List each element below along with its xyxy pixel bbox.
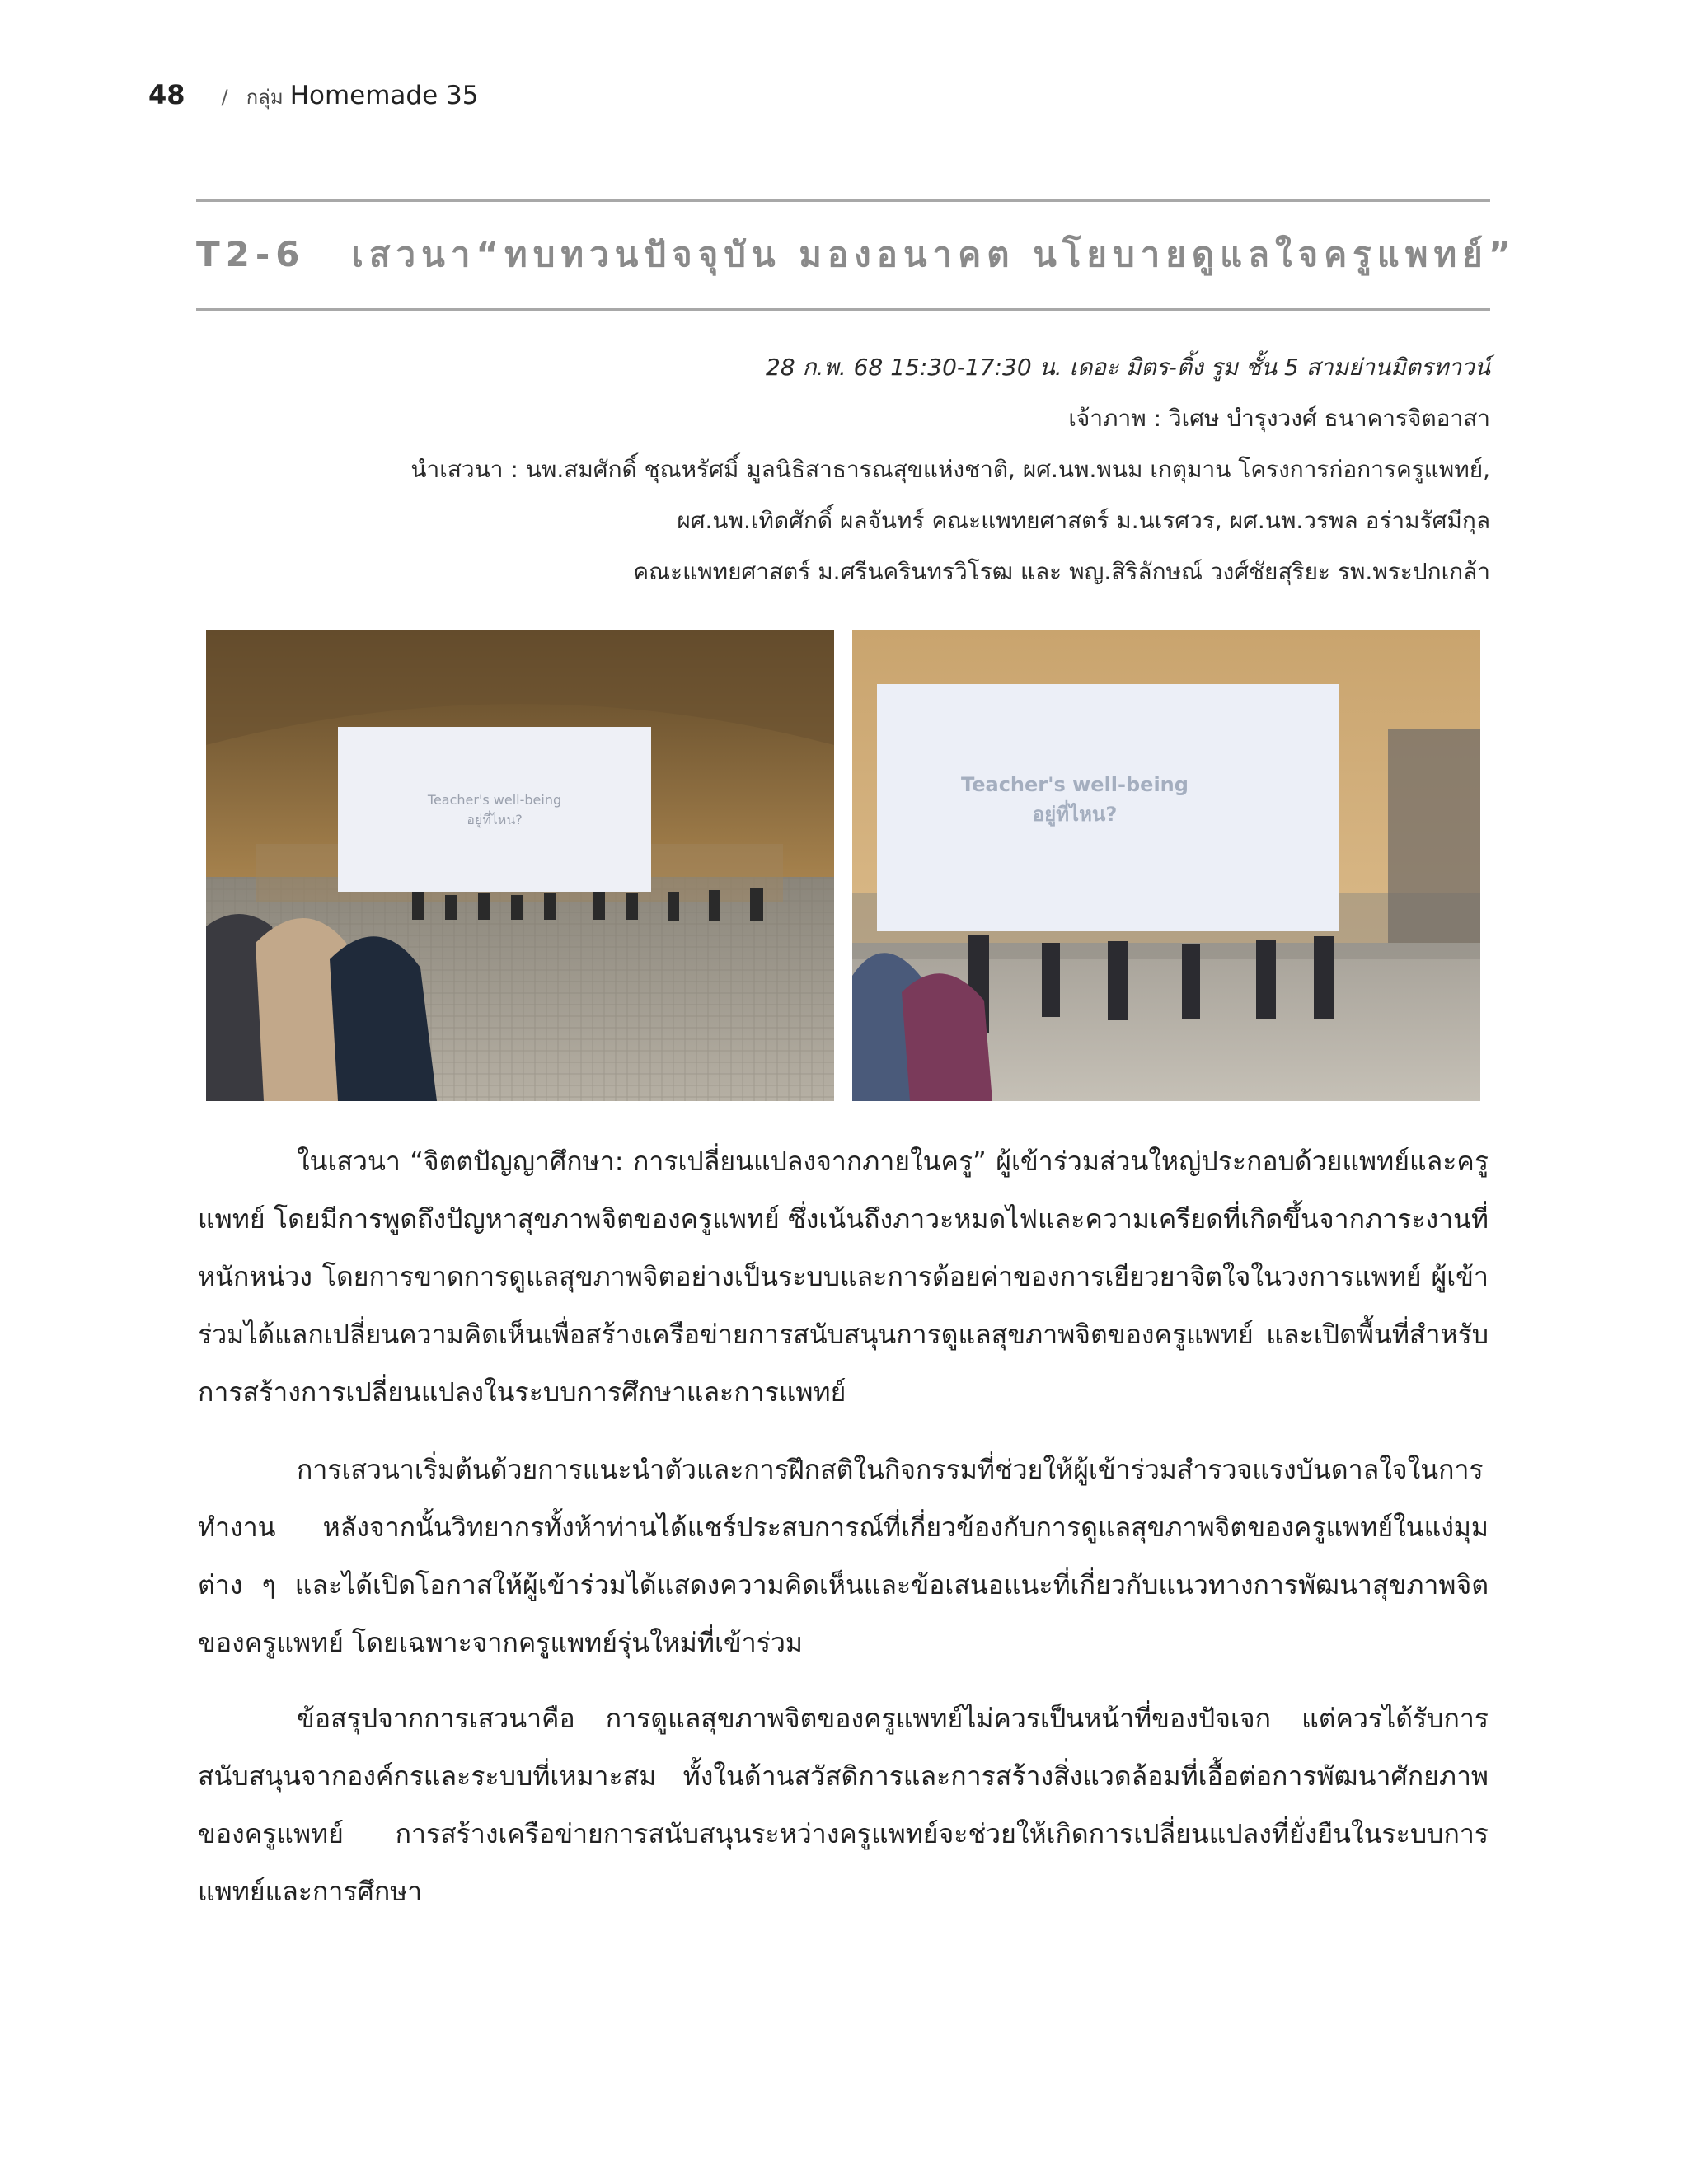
photo-2-screen-text-2: อยู่ที่ไหน? bbox=[1032, 803, 1118, 826]
page-header bbox=[148, 79, 478, 120]
body-paragraph-3 bbox=[198, 1690, 1489, 1920]
paragraph-1-text: ในเสวนา “จิตตปัญญาศึกษา: การเปลี่ยนแปลงจากภายในครู” ผู้เข้าร่วมส่วนใหญ่ประกอบด้วยแพทย์และครูแพทย์ โดยมีการพูดถึงปัญหาสุขภาพจิตของครูแพทย์ ซึ่งเน้นถึงภาวะหมดไฟและความเครียดที่เกิดขึ้นจากภาระงานที่หนักหน่วง โดยการขาดการดูแลสุขภาพจิตอย่างเป็นระบบและการด้อยค่าของการเยียวยาจิตใจในวงการแพทย์ ผู้เข้าร่วมได้แลกเปลี่ยนความคิดเห็นเพื่อสร้างเครือข่ายการสนับสนุนการดูแลสุขภาพจิตของครูแพทย์ และเปิดพื้นที่สำหรับการสร้างการเปลี่ยนแปลงในระบบการศึกษาและการแพทย์ bbox=[198, 1146, 1489, 1408]
session-code: T2-6 bbox=[196, 234, 306, 274]
page-number: 48 bbox=[148, 79, 185, 110]
session-datetime-venue: 28 ก.พ. 68 15:30-17:30 น. เดอะ มิตร-ติ้ง รูม ชั้น 5 สามย่านมิตรทาวน์ bbox=[766, 354, 1490, 381]
photo-1-screen-text-1: Teacher's well-being bbox=[427, 792, 562, 808]
session-host: เจ้าภาพ : วิเศษ บำรุงวงศ์ ธนาคารจิตอาสา bbox=[1068, 405, 1490, 432]
session-presenters-line-3: คณะแพทยศาสตร์ ม.ศรีนครินทรวิโรฒ และ พญ.สิริลักษณ์ วงศ์ชัยสุริยะ รพ.พระปกเกล้า bbox=[633, 558, 1490, 585]
paragraph-3-text: ข้อสรุปจากการเสวนาคือ การดูแลสุขภาพจิตของครูแพทย์ไม่ควรเป็นหน้าที่ของปัจเจก แต่ควรได้รับการสนับสนุนจากองค์กรและระบบที่เหมาะสม ทั้งในด้านสวัสดิการและการสร้างสิ่งแวดล้อมที่เอื้อต่อการพัฒนาศักยภาพของครูแพทย์ การสร้างเครือข่ายการสนับสนุนระหว่างครูแพทย์จะช่วยให้เกิดการเปลี่ยนแปลงที่ยั่งยืนในระบบการแพทย์และการศึกษา bbox=[198, 1703, 1489, 1907]
session-title-row bbox=[196, 227, 1517, 282]
title-rule-top bbox=[196, 199, 1490, 202]
paragraph-2-text: การเสวนาเริ่มต้นด้วยการแนะนำตัวและการฝึกสติในกิจกรรมที่ช่วยให้ผู้เข้าร่วมสำรวจแรงบันดาลใจในการทำงาน หลังจากนั้นวิทยากรทั้งห้าท่านได้แชร์ประสบการณ์ที่เกี่ยวข้องกับการดูแลสุขภาพจิตของครูแพทย์ในแง่มุมต่าง ๆ และได้เปิดโอกาสให้ผู้เข้าร่วมได้แสดงความคิดเห็นและข้อเสนอแนะที่เกี่ยวกับแนวทางการพัฒนาสุขภาพจิตของครูแพทย์ โดยเฉพาะจากครูแพทย์รุ่นใหม่ที่เข้าร่วม bbox=[198, 1454, 1489, 1658]
photo-2-screen-text-1: Teacher's well-being bbox=[961, 773, 1189, 796]
session-title: เสวนา“ทบทวนปัจจุบัน มองอนาคต นโยบายดูแลใจครูแพทย์” bbox=[351, 234, 1517, 274]
body-paragraph-1 bbox=[198, 1132, 1489, 1421]
photo-1-screen-text-2: อยู่ที่ไหน? bbox=[467, 812, 523, 827]
session-presenters-line-1: นำเสวนา : นพ.สมศักดิ์ ชุณหรัศมิ์ มูลนิธิสาธารณสุขแห่งชาติ, ผศ.นพ.พนม เกตุมาน โครงการก่อการครูแพทย์, bbox=[410, 456, 1490, 483]
header-separator: / bbox=[221, 86, 228, 109]
body-paragraph-2 bbox=[198, 1441, 1489, 1671]
event-photo-1 bbox=[206, 630, 834, 1101]
event-photo-2 bbox=[852, 630, 1480, 1101]
title-rule-bottom bbox=[196, 308, 1490, 311]
group-name: Homemade 35 bbox=[289, 81, 479, 110]
session-presenters-line-2: ผศ.นพ.เทิดศักดิ์ ผลจันทร์ คณะแพทยศาสตร์ ม.นเรศวร, ผศ.นพ.วรพล อร่ามรัศมีกุล bbox=[677, 507, 1490, 534]
group-label: กลุ่ม bbox=[246, 86, 284, 109]
